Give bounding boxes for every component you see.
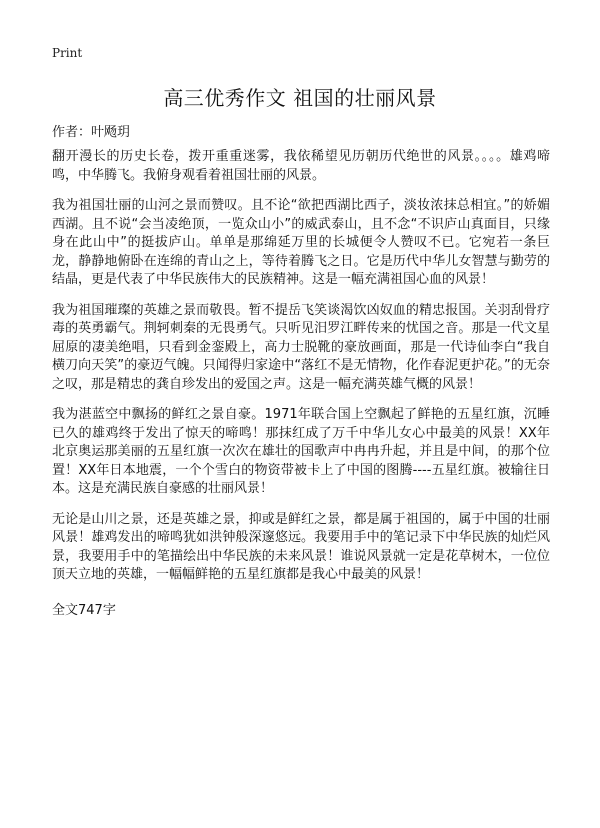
article-title: 高三优秀作文 祖国的壮丽风景 [163,86,437,110]
paragraph-intro: 翻开漫长的历史长卷，拨开重重迷雾，我依稀望见历朝历代绝世的风景。。。。雄鸡啼鸣，中华腾飞。我俯身观看着祖国壮丽的风景。 [52,149,550,183]
paragraph-landscape: 我为祖国壮丽的山河之景而赞叹。且不论“欲把西湖比西子，淡妆浓抹总相宜。”的娇媚西湖。且不说“会当凌绝顶，一览众山小”的威武泰山，且不念“不识庐山真面目，只缘身在此山中”的挺拔庐山。单单是那绵延万里的长城便令人赞叹不已。它宛若一条巨龙，静静地俯卧在连绵的青山之上，等待着腾飞之日。它是历代中华儿女智慧与勤劳的结晶，更是代表了中华民族伟大的民族精神。这是一幅充满祖国心血的风景！ [52,198,550,287]
article-body [52,148,550,618]
paragraph-conclusion: 无论是山川之景，还是英雄之景，抑或是鲜红之景，都是属于祖国的，属于中国的壮丽风景！雄鸡发出的啼鸣犹如洪钟般深邃悠远。我要用手中的笔记录下中华民族的灿烂风景，我要用手中的笔描绘出中华民族的未来风景！谁说风景就一定是花草树木，一位位顶天立地的英雄，一幅幅鲜艳的五星红旗都是我心中最美的风景！ [52,511,550,582]
author-label: 作者： [52,125,92,140]
author-name: 叶飏玥 [91,125,131,140]
word-count: 全文747字 [52,602,116,618]
paragraph-heroes: 我为祖国璀璨的英雄之景而敬畏。暂不提岳飞笑谈渴饮凶奴血的精忠报国。关羽刮骨疗毒的英勇霸气。荆轲刺秦的无畏勇气。只听见汨罗江畔传来的忧国之音。那是一代文星屈原的凄美绝唱，只看到金銮殿上，高力士脱靴的豪放画面，那是一代诗仙李白“我自横刀向天笑”的豪迈气魄。只闻得归家途中“落红不是无情物，化作春泥更护花。”的无奈之叹，那是精忠的龚自珍发出的爱国之声。这是一幅充满英雄气概的风景！ [52,302,550,392]
author-line [52,121,130,140]
print-link[interactable]: Print [52,46,83,60]
paragraph-red-flag: 我为湛蓝空中飘扬的鲜红之景自豪。1971年联合国上空飘起了鲜艳的五星红旗，沉睡已久的雄鸡终于发出了惊天的啼鸣！那抹红成了万千中华儿女心中最美的风景！XX年北京奥运那美丽的五星红旗一次次在雄壮的国歌声中冉冉升起，并且是中间，的那个位置！XX年日本地震，一个个雪白的物资带被卡上了中国的图腾----五星红旗。被输往日本。这是充满民族自豪感的壮丽风景！ [52,407,550,496]
